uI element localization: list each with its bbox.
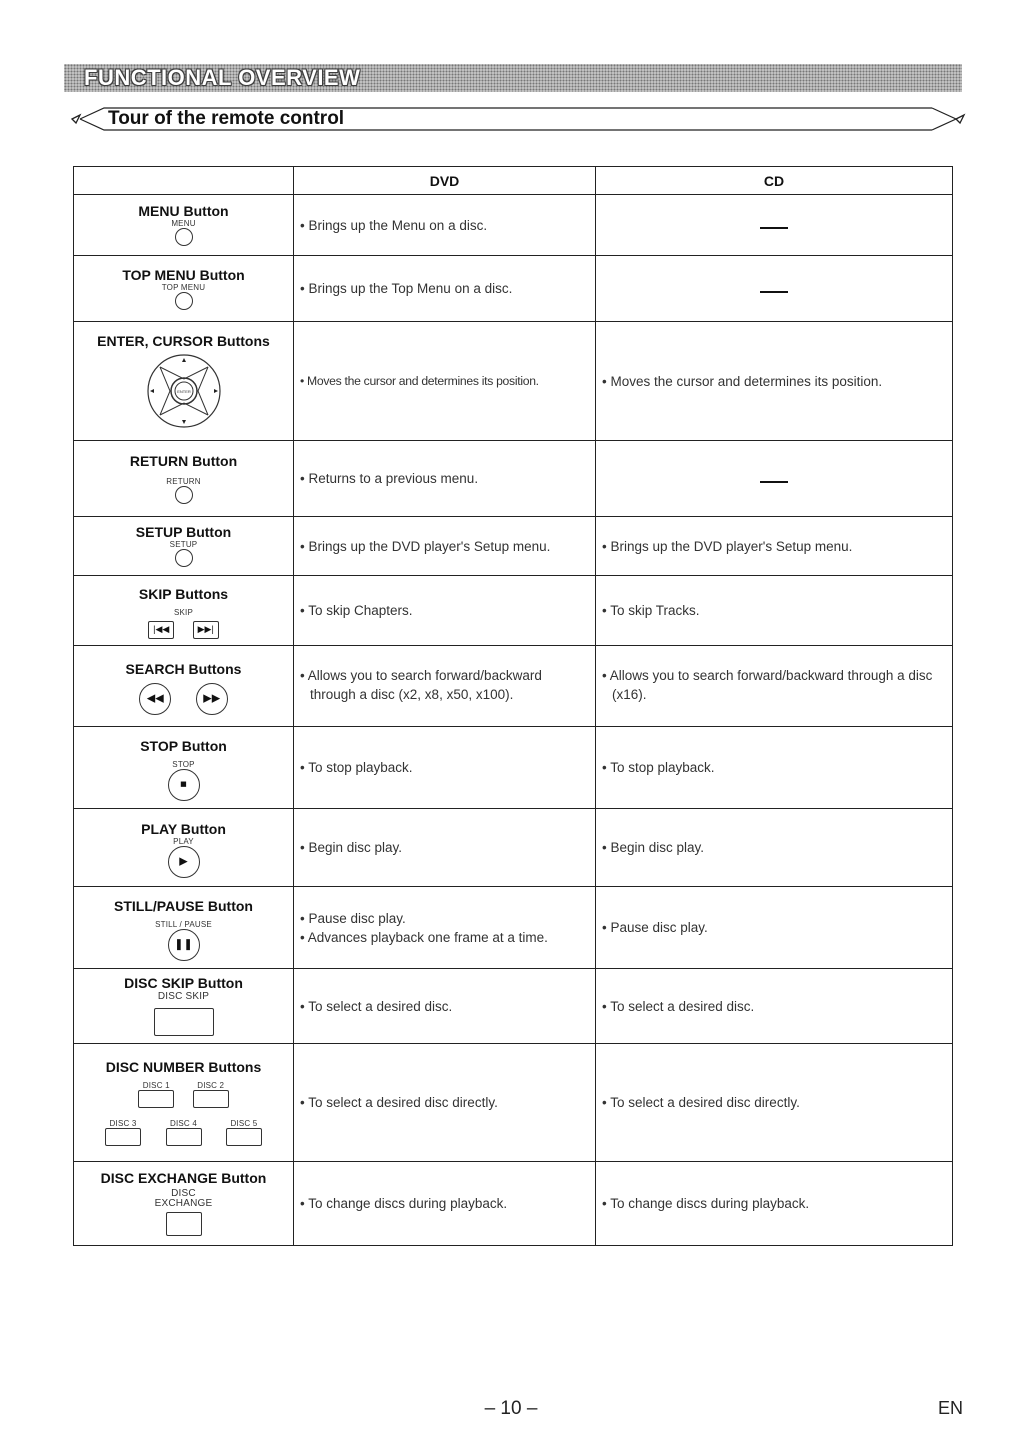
description-line: • Brings up the DVD player's Setup menu. <box>602 538 853 554</box>
description-line: • To select a desired disc. <box>602 998 755 1014</box>
button-name: ENTER, CURSOR Buttons <box>97 333 270 349</box>
dvd-description <box>294 969 596 1044</box>
dvd-description <box>294 646 596 727</box>
description-line: • To change discs during playback. <box>602 1196 810 1211</box>
play-icon: ▶ <box>168 846 200 878</box>
cd-description <box>596 646 953 727</box>
search-forward-icon: ▶▶ <box>196 683 228 715</box>
skip-back-icon: |◀◀ <box>148 621 174 639</box>
disc-2-caption: DISC 2 <box>197 1080 225 1090</box>
table-row <box>74 195 953 256</box>
dvd-description <box>294 256 596 322</box>
button-caption: RETURN <box>166 476 201 486</box>
cd-description <box>596 1044 953 1162</box>
description-line: • To select a desired disc directly. <box>602 1095 800 1110</box>
button-name: DISC EXCHANGE Button <box>100 1170 267 1186</box>
cd-description <box>596 517 953 576</box>
button-name: PLAY Button <box>141 821 226 837</box>
table-row <box>74 322 953 441</box>
button-cell-skip <box>74 576 294 646</box>
setup-button-icon <box>175 549 193 567</box>
cd-not-applicable <box>596 256 953 322</box>
cd-description <box>596 322 953 441</box>
cd-description <box>596 1162 953 1246</box>
dvd-description <box>294 809 596 887</box>
table-row <box>74 576 953 646</box>
description-line: • Moves the cursor and determines its position. <box>300 373 539 388</box>
description-line: • To select a desired disc directly. <box>300 1095 498 1110</box>
cursor-pad-icon <box>142 353 226 433</box>
description-line: • Pause disc play. <box>300 910 406 926</box>
disc-1-caption: DISC 1 <box>142 1080 170 1090</box>
button-cell-disc-skip <box>74 969 294 1044</box>
description-line: • Allows you to search forward/backward through a disc (x16). <box>602 668 933 702</box>
dvd-description <box>294 576 596 646</box>
disc-3-icon <box>105 1128 141 1146</box>
description-line: • To select a desired disc. <box>300 998 453 1014</box>
button-caption-line-1: DISC <box>171 1188 196 1199</box>
disc-5-caption: DISC 5 <box>230 1118 258 1128</box>
dvd-description <box>294 441 596 517</box>
dash-icon <box>760 291 788 293</box>
disc-4-icon <box>166 1128 202 1146</box>
button-caption: PLAY <box>173 837 194 846</box>
description-line: • To change discs during playback. <box>300 1196 508 1211</box>
description-line: • To stop playback. <box>300 760 413 775</box>
subheading <box>70 106 966 134</box>
button-caption: MENU <box>171 219 196 228</box>
cd-description <box>596 727 953 809</box>
button-cell-return <box>74 441 294 517</box>
disc-4-caption: DISC 4 <box>170 1118 197 1128</box>
dvd-description <box>294 887 596 969</box>
disc-1-icon <box>138 1090 174 1108</box>
table-header-row <box>74 167 953 195</box>
description-line: • To skip Tracks. <box>602 603 700 618</box>
button-name: MENU Button <box>138 203 229 219</box>
button-cell-menu <box>74 195 294 256</box>
enter-caption: ENTER <box>176 389 191 394</box>
button-name: STOP Button <box>140 738 227 754</box>
pause-icon: ❚❚ <box>168 929 200 961</box>
table-row <box>74 517 953 576</box>
table-row <box>74 727 953 809</box>
button-caption: SETUP <box>169 540 198 549</box>
description-line: • Allows you to search forward/backward through a disc (x2, x8, x50, x100). <box>300 668 542 702</box>
menu-button-icon <box>175 228 193 246</box>
dvd-description <box>294 727 596 809</box>
button-caption: SKIP <box>173 608 194 617</box>
header-dvd: DVD <box>294 167 596 195</box>
button-caption: TOP MENU <box>161 282 206 292</box>
table-row <box>74 809 953 887</box>
button-cell-disc-number <box>74 1044 294 1162</box>
button-caption: STOP <box>172 760 195 769</box>
banner-title: FUNCTIONAL OVERVIEW <box>84 65 361 90</box>
button-cell-still-pause <box>74 887 294 969</box>
cd-description <box>596 969 953 1044</box>
button-name: TOP MENU Button <box>122 266 245 283</box>
description-line: • To stop playback. <box>602 760 715 775</box>
return-button-icon <box>175 486 193 504</box>
description-line: • Moves the cursor and determines its position. <box>602 373 883 389</box>
cd-description <box>596 809 953 887</box>
dvd-description <box>294 1162 596 1246</box>
disc-3-caption: DISC 3 <box>109 1118 137 1128</box>
table-row <box>74 646 953 727</box>
button-name: STILL/PAUSE Button <box>114 898 253 914</box>
description-line: • Pause disc play. <box>602 920 708 935</box>
button-name: DISC SKIP Button <box>124 975 243 991</box>
cd-description <box>596 576 953 646</box>
search-backward-icon: ◀◀ <box>139 683 171 715</box>
table-row <box>74 1162 953 1246</box>
button-caption: DISC SKIP <box>157 991 210 1002</box>
section-banner <box>64 64 962 92</box>
description-line: • Begin disc play. <box>602 840 705 855</box>
dash-icon <box>760 227 788 229</box>
disc-5-icon <box>226 1128 262 1146</box>
header-blank <box>74 167 294 195</box>
skip-forward-icon: ▶▶| <box>193 621 219 639</box>
section-title: Tour of the remote control <box>108 108 345 129</box>
remote-control-table <box>73 166 953 1246</box>
button-cell-top-menu <box>74 256 294 322</box>
button-caption-line-2: EXCHANGE <box>154 1198 213 1209</box>
disc-2-icon <box>193 1090 229 1108</box>
button-cell-play <box>74 809 294 887</box>
button-caption: STILL / PAUSE <box>155 920 212 929</box>
disc-skip-icon <box>154 1008 214 1036</box>
description-line: • Brings up the Menu on a disc. <box>300 217 488 233</box>
cd-not-applicable <box>596 441 953 517</box>
stop-icon: ■ <box>168 769 200 801</box>
dvd-description <box>294 322 596 441</box>
button-cell-search <box>74 646 294 727</box>
description-line: • Brings up the DVD player's Setup menu. <box>300 538 551 554</box>
table-row <box>74 256 953 322</box>
cd-not-applicable <box>596 195 953 256</box>
table-row <box>74 887 953 969</box>
table-row <box>74 441 953 517</box>
description-line: • Advances playback one frame at a time. <box>300 929 548 945</box>
button-name: DISC NUMBER Buttons <box>105 1058 262 1075</box>
table-row <box>74 969 953 1044</box>
description-line: • To skip Chapters. <box>300 603 413 618</box>
language-code: EN <box>938 1398 964 1418</box>
description-line: • Begin disc play. <box>300 840 403 855</box>
header-cd: CD <box>596 167 953 195</box>
button-cell-disc-exchange <box>74 1162 294 1246</box>
cd-description <box>596 887 953 969</box>
page-number: – 10 – <box>484 1398 538 1419</box>
button-name: SEARCH Buttons <box>125 661 242 677</box>
description-line: • Brings up the Top Menu on a disc. <box>300 281 513 296</box>
table-row <box>74 1044 953 1162</box>
button-cell-setup <box>74 517 294 576</box>
dvd-description <box>294 195 596 256</box>
button-name: SETUP Button <box>135 524 232 540</box>
button-cell-stop <box>74 727 294 809</box>
button-name: SKIP Buttons <box>138 586 229 602</box>
dvd-description <box>294 1044 596 1162</box>
button-cell-enter-cursor <box>74 322 294 441</box>
dvd-description <box>294 517 596 576</box>
button-name: RETURN Button <box>129 452 238 469</box>
top-menu-button-icon <box>175 292 193 310</box>
disc-exchange-icon <box>166 1212 202 1236</box>
dash-icon <box>760 481 788 483</box>
description-line: • Returns to a previous menu. <box>300 471 479 486</box>
